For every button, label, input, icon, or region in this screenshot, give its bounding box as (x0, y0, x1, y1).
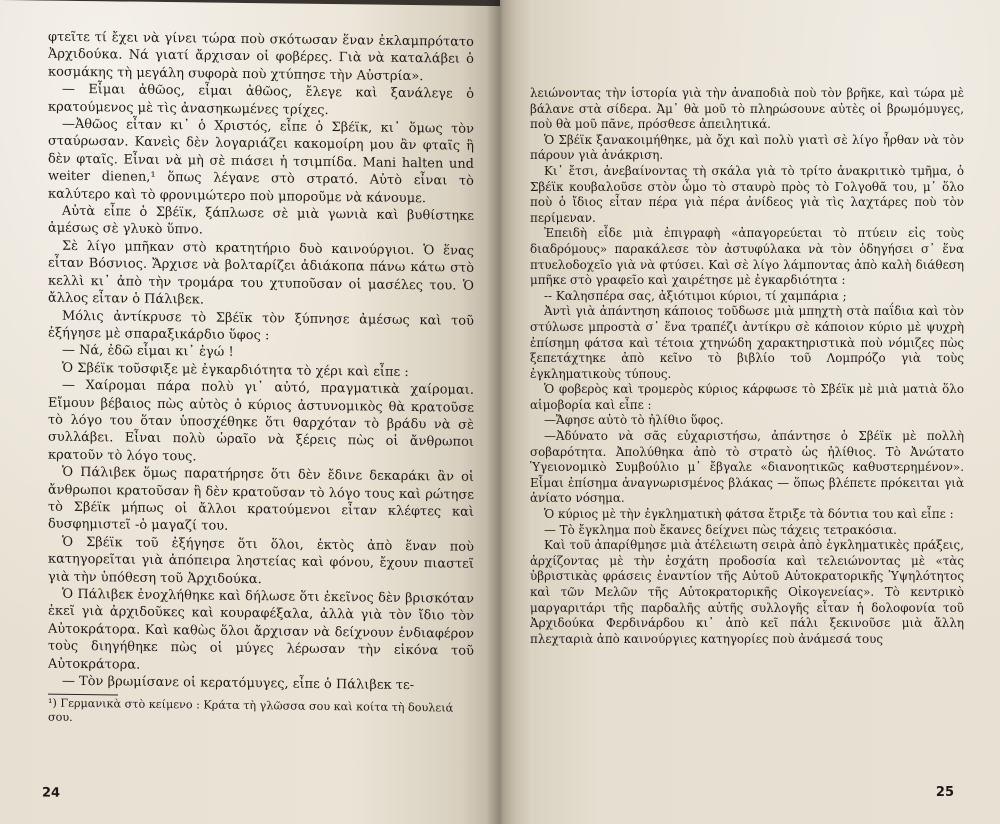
paragraph: Κι᾽ ἔτσι, ἀνεβαίνοντας τὴ σκάλα γιὰ τὸ τρίτο ἀνακριτικὸ τμῆμα, ὁ Σβέϊκ κουβαλοῦσε στὸν ὦμο τὸ σταυρὸ πρὸς τὸ Γολγοθᾶ του, μ᾽ ὅλο ποὺ ὁ ἴδιος εἶταν πέρα γιὰ πέρα ἀνίδεος γιὰ τὶς λαχτάρες ποὺ τὸν περίμεναν. (530, 163, 964, 225)
paragraph: — Τὸ ἔγκλημα ποὺ ἔκανες δείχνει πὼς τάχεις τετρακόσια. (544, 522, 897, 537)
paragraph: — Χαίρομαι πάρα πολὺ γι᾽ αὐτό, πραγματικὰ χαίρομαι. Εἴμουν βέβαιος πὼς αὐτὸς ὁ κύριος ἀστυνομικὸς θὰ κρατοῦσε τὸ λόγο του ὅταν ὑποσχέθηκε ὅτι θαρχόταν τὸ βράδυ νὰ σὲ συλλάβει. Εἶναι πολὺ ὡραῖο νὰ ξέρεις πὼς οἱ ἄνθρωποι κρατοῦν τὸ λόγο τους. (48, 377, 474, 465)
paragraph: Ὁ Σβέϊκ τοῦ ἐξήγησε ὅτι ὅλοι, ἐκτὸς ἀπὸ ἕναν ποὺ κατηγορεῖται γιὰ ἀπόπειρα ληστείας καὶ φόνου, ἔχουν πιαστεῖ γιὰ τὴν ὑπόθεση τοῦ Ἀρχιδούκα. (48, 534, 474, 587)
paragraph: Σὲ λίγο μπῆκαν στὸ κρατητήριο δυὸ καινούργιοι. Ὁ ἕνας εἶταν Βόσνιος. Ἄρχισε νὰ βολταρίζει ἀδιάκοπα πάνω κάτω στὸ κελλὶ κι᾽ ἀπὸ τὴν τρομάρα του χτυποῦσαν οἱ μασέλες του. Ὁ ἄλλος εἶταν ὁ Πάλιβεκ. (48, 238, 474, 308)
paragraph: —Ἀδύνατο νὰ σᾶς εὐχαριστήσω, ἀπάντησε ὁ Σβέϊκ μὲ πολλὴ σοβαρότητα. Ἀπολύθηκα ἀπὸ τὸ στρατὸ ὡς ἠλίθιος. Τὸ Ἀνώτατο Ὑγειονομικὸ Συμβούλιο μ᾽ ἔβγαλε «διανοητικῶς καθυστερημένον». Εἶμαι ἐπίσημα ἀναγνωρισμένος βλάκας — ὅπως βλέπετε πρόκειται γιὰ ἀνίατο νόσημα. (530, 429, 964, 506)
paragraph: Ὁ Σβέϊκ τοῦσφιξε μὲ ἐγκαρδιότητα τὸ χέρι καὶ εἶπε : (62, 360, 409, 380)
paragraph: Ὁ Σβέϊκ ξανακοιμήθηκε, μὰ ὄχι καὶ πολὺ γιατὶ σὲ λίγο ἦρθαν νὰ τὸν πάρουν γιὰ ἀνάκριση. (530, 132, 964, 163)
paragraph: Ἐπειδὴ εἶδε μιὰ ἐπιγραφὴ «ἀπαγορεύεται τὸ πτύειν εἰς τοὺς διαδρόμους» παρακάλεσε τὸν ἀστυφύλακα νὰ τὸν ὁδηγήσει σ᾽ ἕνα πτυελοδοχεῖο γιὰ νὰ φτύσει. Καὶ σὲ λίγο λάμποντας ἀπὸ καλὴ διάθεση μπῆκε στὸ γραφεῖο καὶ χαιρέτησε μὲ ἐγκαρδιότητα : (530, 226, 964, 288)
paragraph: Ὁ Πάλιβεκ ὅμως παρατήρησε ὅτι δὲν ἔδινε δεκαράκι ἂν οἱ ἄνθρωποι κρατοῦσαν ἢ δὲν κρατοῦσαν τὸ λόγο τους καὶ ρώτησε τὸ Σβέϊκ μήπως οἱ ἄλλοι κρατούμενοι εἶταν κλέφτες καὶ δυσφημιστεῖ -ὁ μαγαζί του. (48, 464, 474, 535)
paragraph: Ὁ φοβερὸς καὶ τρομερὸς κύριος κάρφωσε τὸ Σβέϊκ μὲ μιὰ ματιὰ ὅλο αἱμοβορία καὶ εἶπε : (530, 382, 964, 412)
right-page (500, 0, 1000, 824)
paragraph: — Τὸν βρωμίσανε οἱ κερατόμυγες, εἶπε ὁ Πάλιβεκ τε- (62, 673, 415, 694)
paragraph: φτεῖτε τί ἔχει νὰ γίνει τώρα ποὺ σκότωσαν ἕναν ἐκλαμπρότατο Ἀρχιδούκα. Νά γιατί ἄρχισαν οἱ φοβέρες. Γιὰ νὰ καταλάβει ὁ κοσμάκης τὴ μεγάλη συφορὰ ποὺ χτύπησε τὴν Αὐστρία». (48, 29, 474, 84)
footnote: ¹) Γερμανικὰ στὸ κείμενο : Κράτα τὴ γλῶσσα σου καὶ κοίτα τὴ δουλειά σου. (48, 697, 454, 725)
footnote-divider (48, 694, 118, 696)
paragraph: — Νά, ἐδῶ εἶμαι κι᾽ ἐγώ ! (62, 343, 234, 361)
paragraph: Ὁ κύριος μὲ τὴν ἐγκληματικὴ φάτσα ἔτριξε τὰ δόντια του καὶ εἶπε : (544, 507, 954, 522)
paragraph: λειώνοντας τὴν ἱστορία γιὰ τὴν ἀναποδιὰ ποὺ τὸν βρῆκε, καὶ τώρα μὲ βάλανε στὰ σίδερα. Ἀμ᾽ θὰ μοῦ τὸ πληρώσουνε αὐτὲς οἱ βρωμόμυγες, ποὺ θὰ μοῦ πᾶνε, πρόσθεσε ἀπειλητικά. (530, 86, 964, 132)
left-page-text (48, 29, 474, 731)
paragraph: Αὐτὰ εἶπε ὁ Σβέϊκ, ξάπλωσε σὲ μιὰ γωνιὰ καὶ βυθίστηκε ἀμέσως σὲ γλυκὸ ὕπνο. (48, 203, 474, 238)
paragraph: — Εἶμαι ἀθῶος, εἶμαι ἀθῶος, ἔλεγε καὶ ξανάλεγε ὁ κρατούμενος μὲ τὶς ἀνασηκωμένες τρίχες. (48, 81, 474, 118)
paragraph: —Ἄφησε αὐτὸ τὸ ἠλίθιο ὕφος. (544, 413, 724, 428)
paragraph: Ἀντὶ γιὰ ἀπάντηση κάποιος τοῦδωσε μιὰ μπηχτὴ στὰ παΐδια καὶ τὸν στύλωσε μπροστὰ σ᾽ ἕνα τραπέζι ἀντίκρυ σὲ κάποιον κύριο μὲ ψυχρὴ ἐπίσημη φάτσα καὶ τέτοια χτηνώδη χαρακτηριστικὰ ποὺ νόμιζες πὼς ξεπετάχτηκε ἀπὸ κεῖνο τὸ βιβλίο τοῦ Λομπρόζο γιὰ τοὺς ἐγκληματικοὺς τύπους. (530, 304, 964, 381)
page-number-right: 25 (935, 785, 954, 801)
paragraph: -- Καλησπέρα σας, ἀξιότιμοι κύριοι, τί χαμπάρια ; (544, 288, 847, 303)
paragraph: Καὶ τοῦ ἀπαρίθμησε μιὰ ἀτέλειωτη σειρὰ ἀπὸ ἐγκληματικὲς πράξεις, ἀρχίζοντας μὲ τὴν ἐσχάτη προδοσία καὶ τελειώνοντας μὲ «τὰς ὑβριστικὰς φράσεις ἐναντίον τῆς Αὐτοῦ Αὐτοκρατορικῆς Ὑψηλότητος καὶ τῶν Μελῶν τῆς Αὐτοκρατορικῆς Οἰκογενείας». Τὸ κεντρικὸ μαργαριτάρι τῆς παρδαλῆς αὐτῆς συλλογῆς εἶταν ἡ δολοφονία τοῦ Ἀρχιδούκα Φερδινάρδου κι᾽ ἀπὸ κεῖ πάλι ξεκινοῦσε μιὰ ἄλλη πλεχταριὰ ἀπὸ καινούργιες κατηγορίες ποὺ ἀνάμεσά τους (530, 538, 964, 646)
paragraph: —Ἀθῶος εἶταν κι᾽ ὁ Χριστός, εἶπε ὁ Σβέϊκ, κι᾽ ὅμως τὸν σταύρωσαν. Κανεὶς δὲν λογαριάζει κακομοίρη μου ἂν φταῖς ἢ δὲν φταῖς. Εἶναι νὰ μὴ σὲ πιάσει ἡ τσιμπίδα. Mani halten und weiter dienen,¹ ὅπως λέγανε στὸ στρατό. Αὐτὸ εἶναι τὸ καλύτερο καὶ τὸ φρονιμώτερο ποὺ μποροῦμε νὰ κάνουμε. (48, 116, 474, 206)
right-page-text (530, 86, 964, 647)
paragraph: Ὁ Πάλιβεκ ἐνοχλήθηκε καὶ δήλωσε ὅτι ἐκεῖνος δὲν βρισκόταν ἐκεῖ γιὰ ἀρχιδοῦκες καὶ κουραφέξαλα, ἀλλὰ γιὰ τὸν ἴδιο τὸν Αὐτοκράτορα. Καὶ καθὼς ὅλοι ἄρχισαν νὰ δείχνουν ἐνδιαφέρον τοὺς διηγήθηκε πὼς οἱ μύγες λέρωσαν τὴν εἰκόνα τοῦ Αὐτοκράτορα. (48, 586, 474, 673)
paragraph: Μόλις ἀντίκρυσε τὸ Σβέϊκ τὸν ξύπνησε ἀμέσως καὶ τοῦ ἐξήγησε μὲ σπαραξικάρδιο ὕφος : (48, 308, 474, 344)
page-number-left: 24 (42, 785, 61, 802)
